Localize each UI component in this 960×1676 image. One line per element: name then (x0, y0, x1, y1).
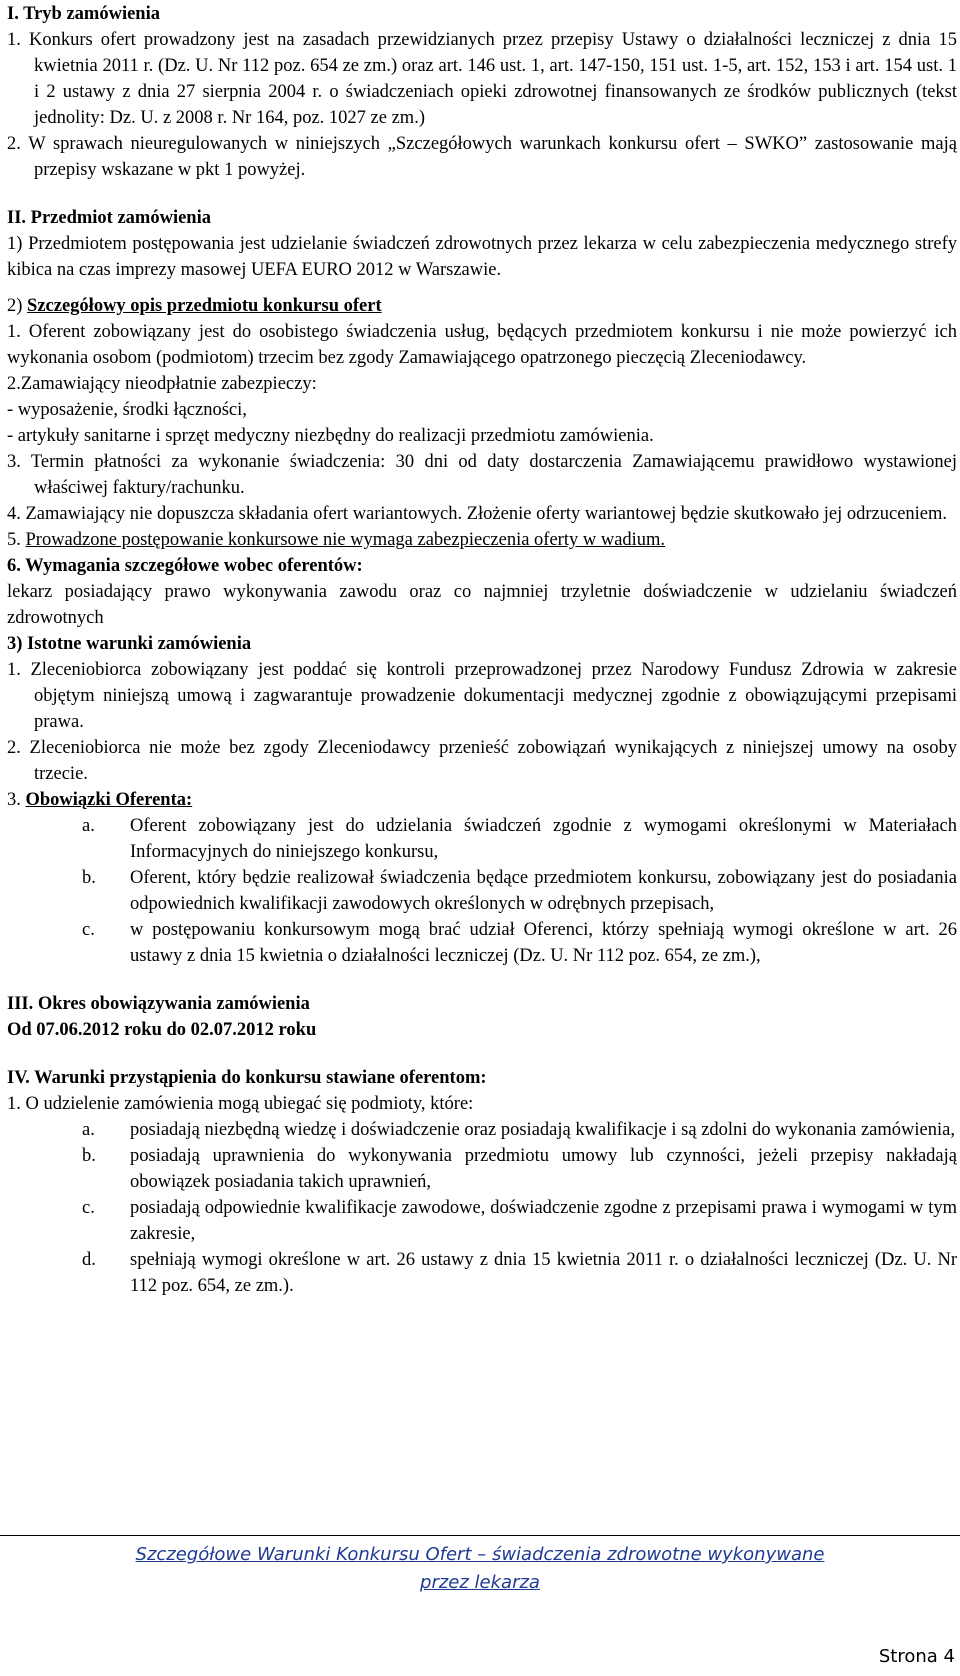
section-2-item-4: 4. Zamawiający nie dopuszcza składania ofert wariantowych. Złożenie oferty wariantowej będzie skutkowało jej odrzuceniem. (7, 504, 948, 524)
section-4-heading: IV. Warunki przystąpienia do konkursu stawiane oferentom: (7, 1068, 487, 1088)
condition-item (82, 1117, 957, 1143)
footer-title-line-1: Szczegółowe Warunki Konkursu Ofert – świadczenia zdrowotne wykonywane (135, 1544, 825, 1565)
condition-item-label: a. (82, 1120, 95, 1140)
condition-item-text: posiadają uprawnienia do wykonywania przedmiotu umowy lub czynności, jeżeli przepisy nakładają obowiązek posiadania takich uprawnień, (130, 1146, 957, 1192)
page-number: Strona 4 (878, 1646, 955, 1667)
footer-title (0, 1541, 960, 1597)
section-2-item-3: 3. Termin płatności za wykonanie świadczenia: 30 dni od daty dostarczenia Zamawiającemu prawidłowo wystawionej właściwej faktury/rachunku. (7, 452, 957, 498)
section-2-subheading-3: 3) Istotne warunki zamówienia (7, 634, 252, 654)
section-2-dash-2: - artykuły sanitarne i sprzęt medyczny niezbędny do realizacji przedmiotu zamówienia. (7, 426, 654, 446)
section-2-heading: II. Przedmiot zamówienia (7, 208, 211, 228)
condition-item (82, 1195, 957, 1247)
duty-item-text: Oferent, który będzie realizował świadczenia będące przedmiotem konkursu, zobowiązany jest do posiadania odpowiednich kwalifikacji zawodowych określonych w odrębnych przepisach, (130, 868, 957, 914)
section-3-dates: Od 07.06.2012 roku do 02.07.2012 roku (7, 1020, 317, 1040)
item-5-prefix: 5. (7, 530, 26, 550)
section-2-item-2: 2.Zamawiający nieodpłatnie zabezpieczy: (7, 374, 317, 394)
condition-item-label: d. (82, 1250, 96, 1270)
section-2-dash-1: - wyposażenie, środki łączności, (7, 400, 247, 420)
condition-item (82, 1247, 957, 1299)
duty-item-label: c. (82, 920, 95, 940)
section-1-paragraph-1: 1. Konkurs ofert prowadzony jest na zasadach przewidzianych przez przepisy Ustawy o działalności leczniczej z dnia 15 kwietnia 2011 r. (Dz. U. Nr 112 poz. 654 ze zm.) oraz art. 146 ust. 1, art. 147-150, 151 ust. 1-5, art. 152, 153 i art. 154 ust. 1 i 2 ustawy z dnia 27 sierpnia 2004 r. o świadczeniach opieki zdrowotnej finansowanych ze środków publicznych (tekst jednolity: Dz. U. z 2008 r. Nr 164, poz. 1027 ze zm.) (7, 30, 957, 128)
subheading-prefix: 2) (7, 296, 28, 316)
duty-item (82, 813, 957, 865)
conditions-item-3-prefix: 3. (7, 790, 26, 810)
section-2-item-6-text: lekarz posiadający prawo wykonywania zawodu oraz co najmniej trzyletnie doświadczenie w udzielaniu świadczeń zdrowotnych (7, 582, 957, 628)
section-2-item-6-heading: 6. Wymagania szczegółowe wobec oferentów: (7, 556, 363, 576)
conditions-item-1: 1. Zleceniobiorca zobowiązany jest poddać się kontroli przeprowadzonej przez Narodowy Fundusz Zdrowia w zakresie objętym niniejszą umową i zagwarantuje prowadzenie dokumentacji medycznej zgodnie z obowiązującymi przepisami prawa. (7, 660, 957, 732)
section-4-intro: 1. O udzielenie zamówienia mogą ubiegać się podmioty, które: (7, 1094, 474, 1114)
duty-item-label: b. (82, 868, 96, 888)
section-2-subheading-2 (7, 293, 957, 319)
section-2-item-5 (7, 527, 957, 553)
duty-item (82, 917, 957, 969)
item-5-text: Prowadzone postępowanie konkursowe nie wymaga zabezpieczenia oferty w wadium. (25, 530, 666, 550)
condition-item-text: posiadają niezbędną wiedzę i doświadczenie oraz posiadają kwalifikacje i są zdolni do wykonania zamówienia, (130, 1120, 955, 1140)
section-2-item-1: 1. Oferent zobowiązany jest do osobistego świadczenia usług, będących przedmiotem konkursu i nie może powierzyć ich wykonania osobom (podmiotom) trzecim bez zgody Zamawiającego opatrzonego pieczęcią Zleceniodawcy. (7, 322, 957, 368)
footer-divider (0, 1535, 960, 1536)
conditions-item-3 (7, 787, 957, 813)
condition-item-label: c. (82, 1198, 95, 1218)
duty-item-text: Oferent zobowiązany jest do udzielania świadczeń zgodnie z wymogami określonymi w Materiałach Informacyjnych do niniejszego konkursu, (130, 816, 957, 862)
condition-item-label: b. (82, 1146, 96, 1166)
duty-item (82, 865, 957, 917)
section-2-paragraph-1: 1) Przedmiotem postępowania jest udzielanie świadczeń zdrowotnych przez lekarza w celu zabezpieczenia medycznego strefy kibica na czas imprezy masowej UEFA EURO 2012 w Warszawie. (7, 234, 957, 280)
section-1-heading: I. Tryb zamówienia (7, 4, 160, 24)
condition-item-text: spełniają wymogi określone w art. 26 ustawy z dnia 15 kwietnia 2011 r. o działalności leczniczej (Dz. U. Nr 112 poz. 654, ze zm.). (130, 1250, 957, 1296)
duty-item-text: w postępowaniu konkursowym mogą brać udział Oferenci, którzy spełniają wymogi określone w art. 26 ustawy z dnia 15 kwietnia o działalności leczniczej (Dz. U. Nr 112 poz. 654, ze zm.), (130, 920, 957, 966)
footer-title-line-2: przez lekarza (420, 1572, 540, 1593)
condition-item (82, 1143, 957, 1195)
document-body (7, 1, 957, 1299)
section-3-heading: III. Okres obowiązywania zamówienia (7, 994, 310, 1014)
section-1-paragraph-2: 2. W sprawach nieuregulowanych w niniejszych „Szczegółowych warunkach konkursu ofert – SWKO” zastosowanie mają przepisy wskazane w pkt 1 powyżej. (7, 134, 957, 180)
subheading-title: Szczegółowy opis przedmiotu konkursu ofert (27, 296, 382, 316)
duty-item-label: a. (82, 816, 95, 836)
condition-item-text: posiadają odpowiednie kwalifikacje zawodowe, doświadczenie zgodne z przepisami prawa i wymogami w tym zakresie, (130, 1198, 957, 1244)
conditions-item-3-title: Obowiązki Oferenta: (25, 790, 193, 810)
conditions-item-2: 2. Zleceniobiorca nie może bez zgody Zleceniodawcy przenieść zobowiązań wynikających z niniejszej umowy na osoby trzecie. (7, 738, 957, 784)
